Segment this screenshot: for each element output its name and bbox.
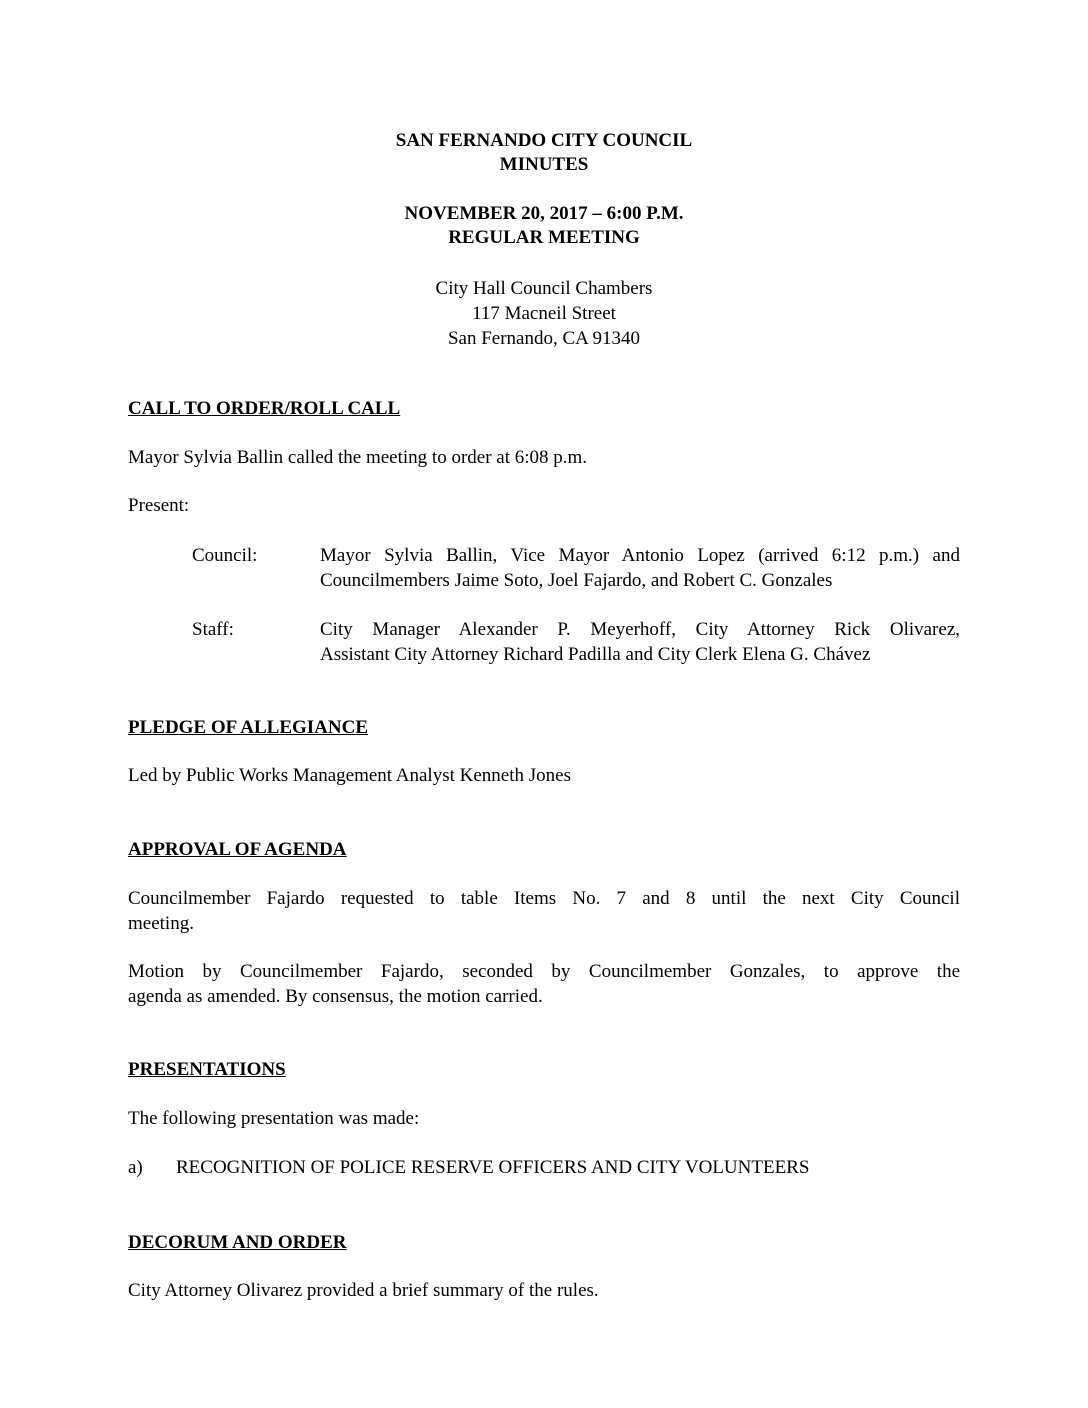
approval-paragraph-1: [128, 886, 960, 936]
pledge-text: Led by Public Works Management Analyst Kenneth Jones: [128, 765, 571, 786]
call-to-order-heading: CALL TO ORDER/ROLL CALL: [128, 398, 401, 419]
council-line-1: Mayor Sylvia Ballin, Vice Mayor Antonio Lopez (arrived 6:12 p.m.) and: [320, 545, 960, 566]
decorum-text: City Attorney Olivarez provided a brief summary of the rules.: [128, 1280, 599, 1301]
approval-paragraph-2: [128, 959, 960, 1009]
meeting-location: [0, 276, 1088, 351]
presentations-heading: PRESENTATIONS: [128, 1059, 286, 1080]
meeting-type: REGULAR MEETING: [448, 227, 640, 248]
location-line-3: San Fernando, CA 91340: [447, 328, 641, 349]
presentation-item-text: RECOGNITION OF POLICE RESERVE OFFICERS AND CITY VOLUNTEERS: [176, 1157, 810, 1178]
meeting-info: [0, 202, 1088, 250]
council-line-2: Councilmembers Jaime Soto, Joel Fajardo, and Robert C. Gonzales: [320, 570, 833, 591]
title-line-1: SAN FERNANDO CITY COUNCIL: [395, 130, 693, 151]
approval-p1-line-2: meeting.: [128, 913, 194, 934]
staff-label: Staff:: [192, 619, 234, 640]
approval-p2-line-1: Motion by Councilmember Fajardo, seconded by Councilmember Gonzales, to approve the: [128, 961, 960, 982]
council-members: [320, 543, 960, 593]
call-to-order-text: Mayor Sylvia Ballin called the meeting to order at 6:08 p.m.: [128, 447, 588, 468]
decorum-heading: DECORUM AND ORDER: [128, 1232, 347, 1253]
staff-members: [320, 617, 960, 667]
meeting-date: NOVEMBER 20, 2017 – 6:00 P.M.: [404, 203, 684, 224]
approval-p1-line-1: Councilmember Fajardo requested to table Items No. 7 and 8 until the next City Council: [128, 888, 960, 909]
staff-line-2: Assistant City Attorney Richard Padilla and City Clerk Elena G. Chávez: [320, 644, 871, 665]
document-title: [0, 129, 1088, 177]
approval-heading: APPROVAL OF AGENDA: [128, 839, 347, 860]
pledge-heading: PLEDGE OF ALLEGIANCE: [128, 717, 369, 738]
title-line-2: MINUTES: [499, 154, 589, 175]
staff-line-1: City Manager Alexander P. Meyerhoff, City Attorney Rick Olivarez,: [320, 619, 960, 640]
presentations-intro: The following presentation was made:: [128, 1108, 420, 1129]
location-line-1: City Hall Council Chambers: [435, 278, 653, 299]
present-label: Present:: [128, 495, 190, 516]
council-label: Council:: [192, 545, 258, 566]
presentation-item-marker: a): [128, 1157, 143, 1178]
approval-p2-line-2: agenda as amended. By consensus, the motion carried.: [128, 986, 543, 1007]
location-line-2: 117 Macneil Street: [472, 303, 616, 324]
